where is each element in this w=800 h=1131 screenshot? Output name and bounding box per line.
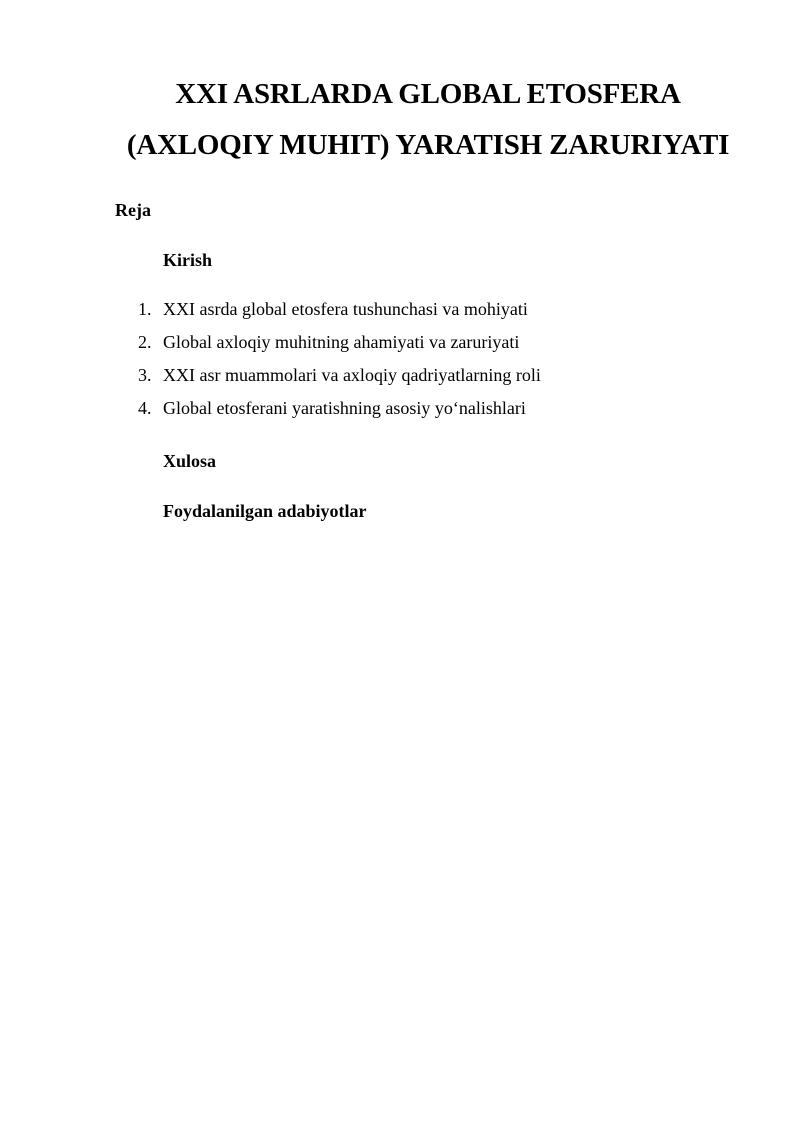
plan-item-text: Global etosferani yaratishning asosiy yo‘nalishlari — [163, 398, 526, 418]
plan-heading: Reja — [115, 200, 151, 220]
document-title-line-2: (AXLOQIY MUHIT) YARATISH ZARURIYATI — [126, 129, 730, 161]
conclusion-heading: Xulosa — [163, 451, 217, 471]
plan-item-text: Global axloqiy muhitning ahamiyati va zaruriyati — [163, 332, 520, 352]
references-heading: Foydalanilgan adabiyotlar — [163, 501, 367, 521]
intro-heading: Kirish — [163, 250, 213, 270]
plan-item-text: XXI asrda global etosfera tushunchasi va mohiyati — [163, 299, 528, 319]
plan-item-text: XXI asr muammolari va axloqiy qadriyatlarning roli — [163, 365, 541, 385]
plan-item-number: 2. — [138, 332, 152, 352]
plan-item-number: 1. — [138, 299, 152, 319]
document-title-line-1: XXI ASRLARDA GLOBAL ETOSFERA — [175, 78, 681, 110]
plan-item-number: 4. — [138, 398, 152, 418]
plan-item-number: 3. — [138, 365, 152, 385]
